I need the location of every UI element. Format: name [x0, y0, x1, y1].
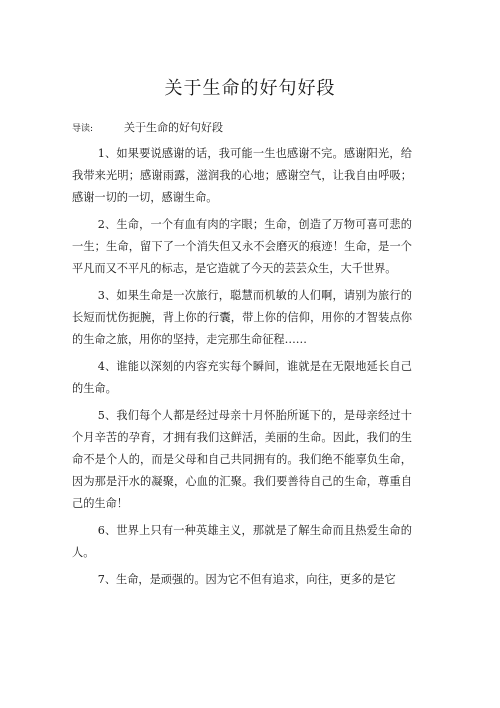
- paragraph-2: 2、生命，一个有血有肉的字眼；生命，创造了万物可喜可悲的一生；生命，留下了一个消失但又永不会磨灭的痕迹！生命，是一个平凡而又不平凡的标志，是它造就了今天的芸芸众生，大千世界。: [72, 218, 412, 275]
- paragraph-7: 7、生命，是顽强的。因为它不但有追求，向往，更多的是它: [97, 573, 396, 586]
- paragraph-6: 6、世界上只有一种英雄主义，那就是了解生命而且热爱生命的人。: [72, 524, 412, 559]
- paragraph-4: 4、谁能以深刻的内容充实每个瞬间，谁就是在无限地延长自己的生命。: [72, 360, 412, 395]
- paragraph-5: 5、我们每个人都是经过母亲十月怀胎所诞下的，是母亲经过十个月辛苦的孕育，才拥有我们这鲜活，美丽的生命。因此，我们的生命不是个人的，而是父母和自己共同拥有的。我们绝不能辜负生命，因为那是汗水的凝聚，心血的汇聚。我们要善待自己的生命，尊重自己的生命！: [72, 409, 412, 510]
- paragraph-3: 3、如果生命是一次旅行，聪慧而机敏的人们啊，请别为旅行的长短而忧伤扼腕，背上你的行囊，带上你的信仰，用你的才智装点你的生命之旅，用你的坚持，走完那生命征程……: [72, 289, 412, 346]
- guide-line: [72, 119, 223, 135]
- page-title: 关于生命的好句好段: [164, 78, 336, 99]
- guide-label: 导读:: [72, 124, 94, 134]
- paragraph-1: 1、如果要说感谢的话，我可能一生也感谢不完。感谢阳光，给我带来光明；感谢雨露，滋润我的心地；感谢空气，让我自由呼吸；感谢一切的一切，感谢生命。: [72, 147, 412, 204]
- guide-text: 关于生命的好句好段: [124, 121, 223, 134]
- body-text: [72, 143, 412, 596]
